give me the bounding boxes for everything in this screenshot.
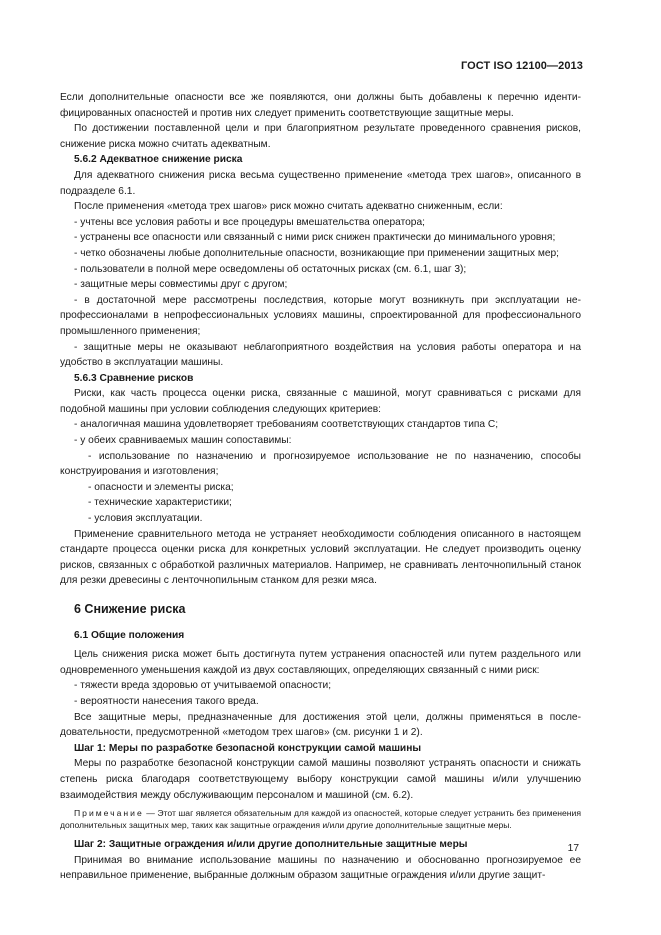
section-heading-6-1: 6.1 Общие положения <box>74 629 185 641</box>
note <box>60 807 581 831</box>
paragraph: Все защитные меры, предназначенные для достижения этой цели, должны применяться в последовательности, предусмотренной «методом трех шагов» (см. рисунки 1 и 2). <box>60 711 581 739</box>
paragraph: Меры по разработке безопасной конструкции самой машины позволяют устранять опасности и снижать степень риска благодаря соответствующему выбору конструкции самой машины и/или улучшению взаимодействия между обслуживающим персоналом и машиной (см. 6.2). <box>60 758 581 801</box>
note-label: Примечание <box>74 808 144 819</box>
section-heading-6: 6 Снижение риска <box>74 602 186 616</box>
list-item: - аналогичная машина удовлетворяет требованиям соответствующих стандартов типа С; <box>74 419 499 431</box>
document-code: ГОСТ ISO 12100—2013 <box>460 60 583 72</box>
step-2-heading: Шаг 2: Защитные ограждения и/или другие дополнительные защитные меры <box>74 839 468 851</box>
sub-list-item: - условия эксплуатации. <box>88 513 203 525</box>
note-text: — Этот шаг является обязательным для каждой из опасностей, которые следует устранить без применения дополнительных защитных мер, таких как защитные ограждения и/или другие дополнительные защитные меры. <box>60 808 581 831</box>
paragraph: Цель снижения риска может быть достигнута путем устранения опасностей или путем раздельного или одновременного уменьшения каждой из двух составляющих, определяющих связанный с ними риск: <box>60 649 581 676</box>
list-item: - устранены все опасности или связанный с ними риск снижен практически до минимального уровня; <box>74 232 556 244</box>
list-item: - защитные меры не оказывают неблагоприятного воздействия на условия работы оператора и на удобство в эксплуатации машины. <box>60 341 581 369</box>
list-item: - у обеих сравниваемых машин сопоставимы: <box>74 435 292 447</box>
list-item: - четко обозначены любые дополнительные опасности, возникающие при применении защитных мер; <box>74 247 560 259</box>
list-item: - учтены все условия работы и все процедуры вмешательства оператора; <box>74 216 425 228</box>
paragraph: Принимая во внимание использование машины по назначению и обоснованно прогнозируемое ее неправильное применение, выбранные должным образом защитные ограждения и/или другие защит- <box>60 854 581 882</box>
list-item: - вероятности нанесения такого вреда. <box>74 695 259 707</box>
list-item: - в достаточной мере рассмотрены последствия, которые могут возникнуть при эксплуатации непрофессионалами в непрофессиональных условиях машины, спроектированной для профессионального промышленного применения; <box>60 294 581 337</box>
list-item: - защитные меры совместимы друг с другом; <box>74 279 288 291</box>
list-item: - пользователи в полной мере осведомлены об остаточных рисках (см. 6.1, шаг 3); <box>74 263 467 275</box>
paragraph: Риски, как часть процесса оценки риска, связанные с машиной, могут сравниваться с рисками для подобной машины при условии соблюдения следующих критериев: <box>60 388 581 415</box>
sub-list-item: - опасности и элементы риска; <box>88 481 234 493</box>
sub-list-item: - технические характеристики; <box>88 497 232 509</box>
sub-list-item: - использование по назначению и прогнозируемое использование не по назначению, способы конструирования и изготовления; <box>60 450 581 478</box>
page-body <box>60 90 581 884</box>
paragraph: По достижении поставленной цели и при благоприятном результате проведенного сравнения рисков, снижение риска можно считать адекватным. <box>60 123 581 150</box>
section-heading-5-6-3: 5.6.3 Сравнение рисков <box>74 372 194 384</box>
paragraph: Применение сравнительного метода не устраняет необходимости соблюдения описанного в настоящем стандарте процесса оценки риска для конкретных условий эксплуатации. Не следует производить оценку рисков, связанных с обработкой различных материалов. Например, не сравнивать ленточнопильный станок для резки древесины с ленточнопильным станком для резки мяса. <box>60 528 581 587</box>
page-number: 17 <box>567 843 579 854</box>
paragraph: После применения «метода трех шагов» риск можно считать адекватно сниженным, если: <box>74 201 503 213</box>
paragraph: Если дополнительные опасности все же появляются, они должны быть добавлены к перечню идентифицированных опасностей и против них следует применить соответствующие защитные меры. <box>60 92 581 119</box>
section-heading-5-6-2: 5.6.2 Адекватное снижение риска <box>74 154 243 166</box>
paragraph: Для адекватного снижения риска весьма существенно применение «метода трех шагов», описанного в подразделе 6.1. <box>60 169 581 197</box>
list-item: - тяжести вреда здоровью от учитываемой опасности; <box>74 680 332 692</box>
step-1-heading: Шаг 1: Меры по разработке безопасной конструкции самой машины <box>74 742 422 754</box>
